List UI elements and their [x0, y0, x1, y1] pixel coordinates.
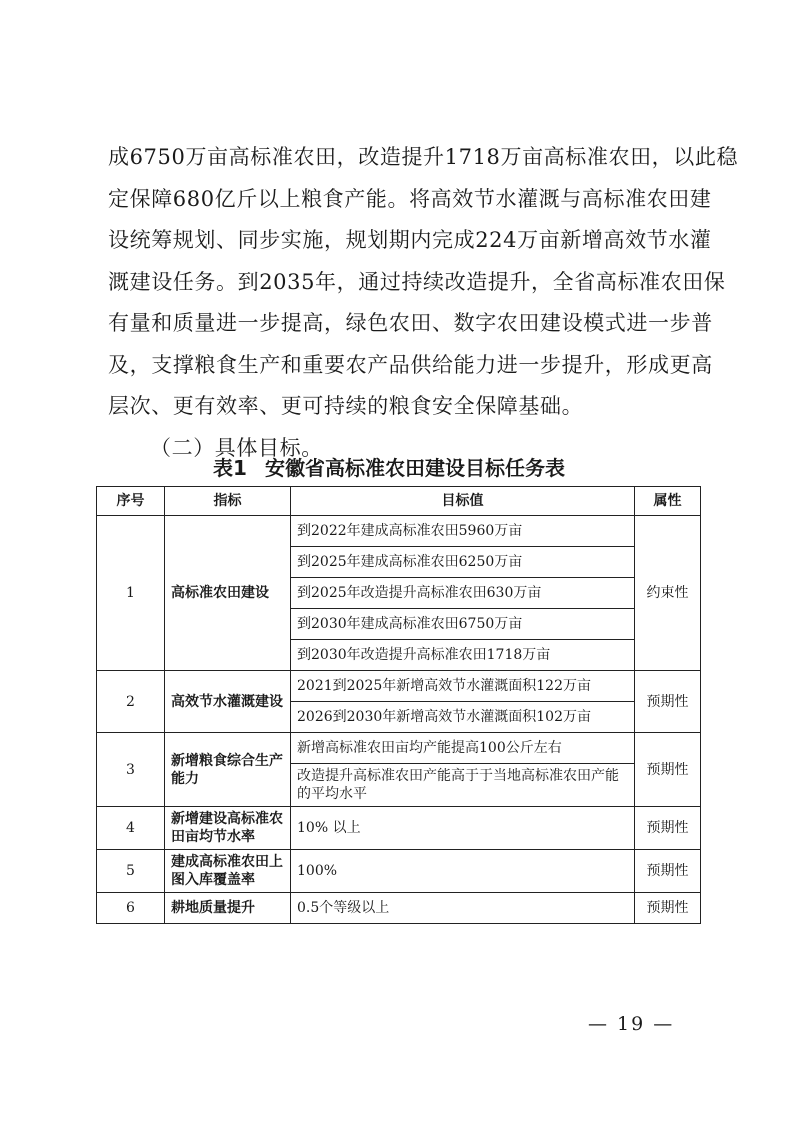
table-header-row	[97, 487, 701, 516]
header-attribute: 属性	[635, 487, 701, 516]
table-row	[97, 733, 701, 764]
row-target-value: 改造提升高标准农田产能高于于当地高标准农田产能的平均水平	[291, 764, 635, 807]
row-target-value: 0.5个等级以上	[291, 893, 635, 924]
table-row	[97, 671, 701, 702]
row-target-value: 到2030年改造提升高标准农田1718万亩	[291, 640, 635, 671]
row-seq: 1	[97, 516, 165, 671]
row-target-value: 2021到2025年新增高效节水灌溉面积122万亩	[291, 671, 635, 702]
table-row	[97, 807, 701, 850]
paragraph-line: 及，支撑粮食生产和重要农产品供给能力进一步提升，形成更高	[108, 352, 713, 377]
row-attribute: 预期性	[635, 850, 701, 893]
header-target: 目标值	[291, 487, 635, 516]
header-seq: 序号	[97, 487, 165, 516]
row-seq: 4	[97, 807, 165, 850]
paragraph-line: 定保障680亿斤以上粮食产能。将高效节水灌溉与高标准农田建	[108, 186, 712, 211]
table-caption-number: 表1	[213, 456, 247, 480]
row-target-value: 新增高标准农田亩均产能提高100公斤左右	[291, 733, 635, 764]
page-number: — 19 —	[588, 1013, 675, 1035]
paragraph-line: 层次、更有效率、更可持续的粮食安全保障基础。	[108, 394, 584, 418]
paragraph-line: 溉建设任务。到2035年，通过持续改造提升，全省高标准农田保	[108, 269, 726, 294]
row-target-value: 100%	[291, 850, 635, 893]
row-attribute: 预期性	[635, 671, 701, 733]
row-indicator: 新增粮食综合生产能力	[165, 733, 291, 807]
paragraph-line: 成6750万亩高标准农田，改造提升1718万亩高标准农田，以此稳	[108, 145, 739, 169]
row-indicator: 耕地质量提升	[165, 893, 291, 924]
paragraph-line: 设统筹规划、同步实施，规划期内完成224万亩新增高效节水灌	[108, 228, 712, 252]
row-seq: 6	[97, 893, 165, 924]
table-row	[97, 850, 701, 893]
paragraph-line: 有量和质量进一步提高，绿色农田、数字农田建设模式进一步普	[108, 311, 713, 335]
goals-table	[96, 486, 701, 924]
row-seq: 2	[97, 671, 165, 733]
row-indicator: 建成高标准农田上图入库覆盖率	[165, 850, 291, 893]
row-indicator: 新增建设高标准农田亩均节水率	[165, 807, 291, 850]
row-seq: 3	[97, 733, 165, 807]
row-target-value: 到2022年建成高标准农田5960万亩	[291, 516, 635, 547]
table-caption	[96, 452, 700, 481]
row-attribute: 预期性	[635, 733, 701, 807]
row-indicator: 高效节水灌溉建设	[165, 671, 291, 733]
section-subheading: （二）具体目标。	[150, 435, 323, 460]
table-row	[97, 516, 701, 547]
header-indicator: 指标	[165, 487, 291, 516]
row-target-value: 10% 以上	[291, 807, 635, 850]
row-target-value: 到2025年改造提升高标准农田630万亩	[291, 578, 635, 609]
table-caption-title: 安徽省高标准农田建设目标任务表	[264, 456, 565, 480]
row-seq: 5	[97, 850, 165, 893]
row-attribute: 预期性	[635, 807, 701, 850]
body-paragraph	[108, 137, 739, 469]
table-row	[97, 893, 701, 924]
row-target-value: 2026到2030年新增高效节水灌溉面积102万亩	[291, 702, 635, 733]
row-target-value: 到2030年建成高标准农田6750万亩	[291, 609, 635, 640]
row-attribute: 约束性	[635, 516, 701, 671]
row-indicator: 高标准农田建设	[165, 516, 291, 671]
row-attribute: 预期性	[635, 893, 701, 924]
row-target-value: 到2025年建成高标准农田6250万亩	[291, 547, 635, 578]
